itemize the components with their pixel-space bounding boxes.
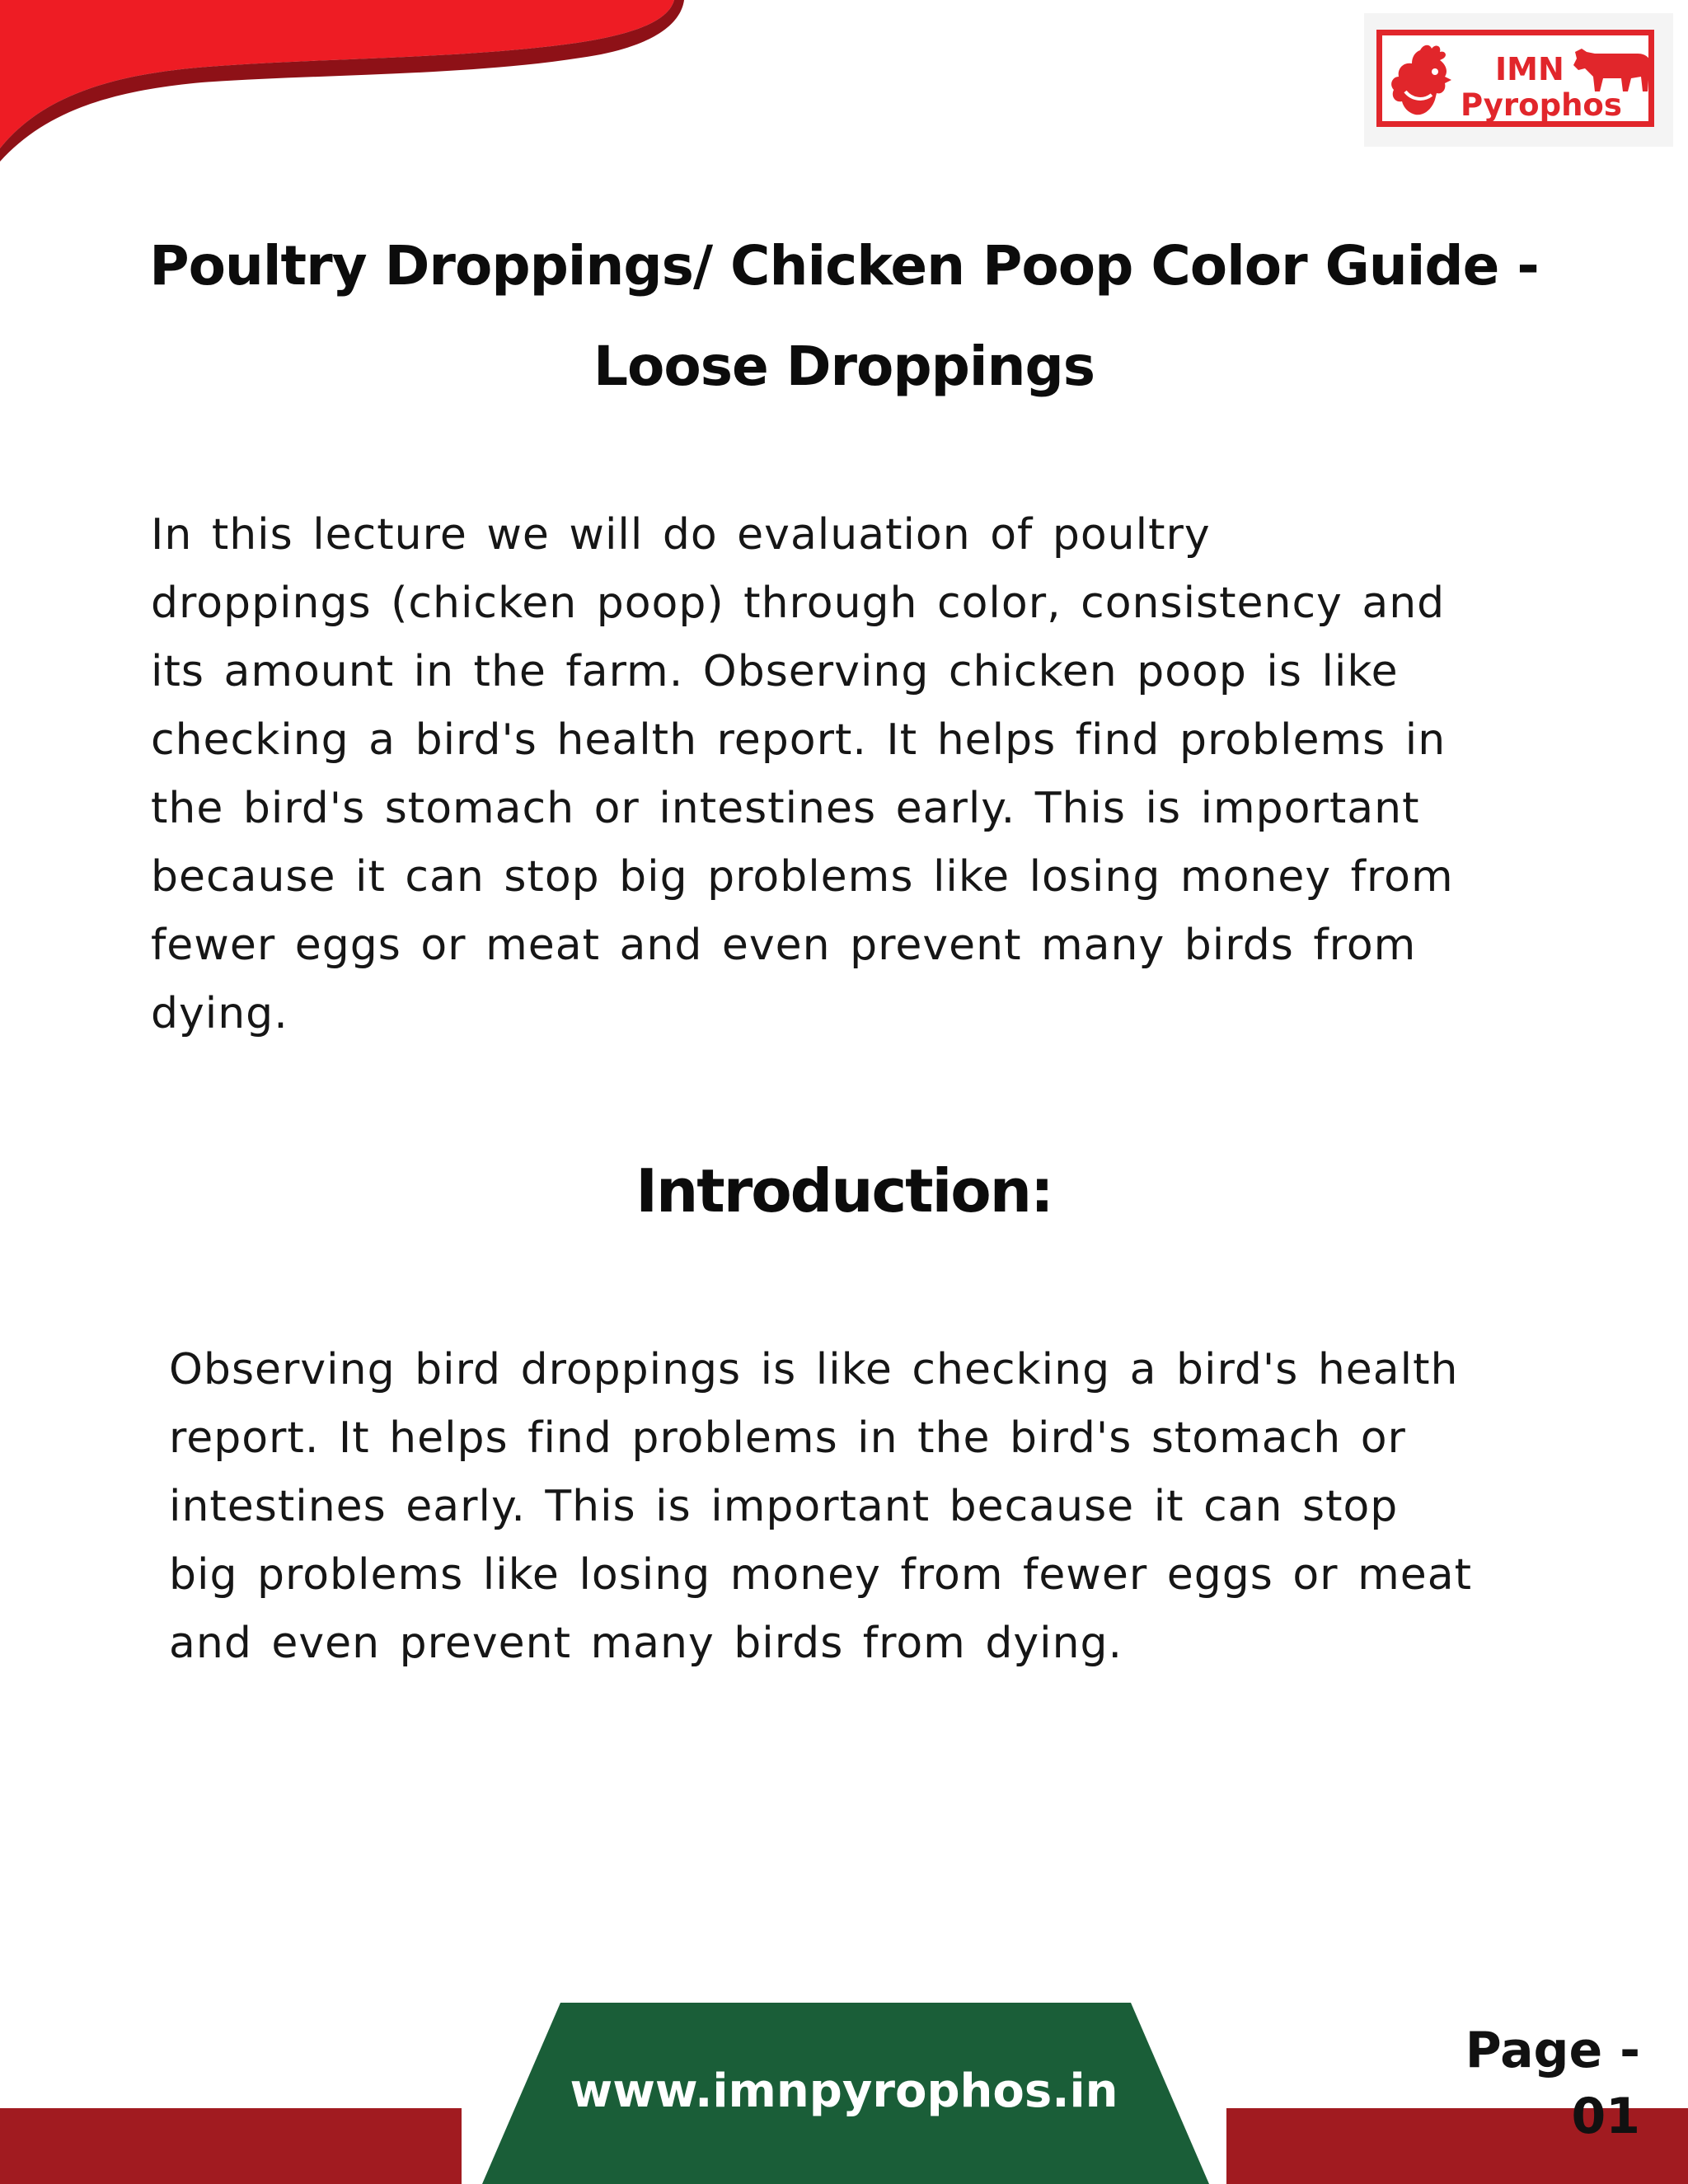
rooster-icon bbox=[1387, 42, 1461, 121]
intro-line: In this lecture we will do evaluation of poultry bbox=[151, 510, 1211, 560]
intro-line: droppings (chicken poop) through color, consistency and bbox=[151, 579, 1446, 628]
intro-line: checking a bird's health report. It helps find problems in bbox=[151, 715, 1447, 765]
corner-swoosh-decoration bbox=[0, 0, 684, 165]
page-number: Page - 01 bbox=[1465, 2022, 1640, 2145]
logo-text-pyrophos: Pyrophos bbox=[1461, 87, 1622, 123]
intro-line: dying. bbox=[151, 989, 288, 1038]
intro-line: its amount in the farm. Observing chicken poop is like bbox=[151, 647, 1399, 696]
page-title bbox=[99, 216, 1589, 417]
section-line: intestines early. This is important because it can stop bbox=[169, 1482, 1399, 1531]
section-paragraph bbox=[169, 1336, 1587, 1678]
website-link[interactable]: www.imnpyrophos.in bbox=[570, 2064, 1118, 2118]
footer-red-band-left bbox=[0, 2108, 462, 2184]
intro-line: the bird's stomach or intestines early. This is important bbox=[151, 784, 1420, 833]
intro-line: fewer eggs or meat and even prevent many birds from bbox=[151, 921, 1417, 970]
section-line: report. It helps find problems in the bird's stomach or bbox=[169, 1413, 1406, 1463]
title-line-1: Poultry Droppings/ Chicken Poop Color Guide - bbox=[149, 234, 1539, 298]
section-line: big problems like losing money from fewer eggs or meat bbox=[169, 1550, 1472, 1600]
section-heading: Introduction: bbox=[635, 1156, 1053, 1226]
section-line: and even prevent many birds from dying. bbox=[169, 1619, 1123, 1668]
title-line-2: Loose Droppings bbox=[593, 335, 1095, 398]
logo-frame bbox=[1376, 30, 1654, 127]
logo-text-imn: IMN bbox=[1495, 51, 1564, 87]
brand-logo bbox=[1364, 13, 1673, 147]
section-line: Observing bird droppings is like checking a bird's health bbox=[169, 1345, 1459, 1394]
intro-line: because it can stop big problems like losing money from bbox=[151, 852, 1454, 902]
intro-paragraph bbox=[151, 501, 1568, 1048]
